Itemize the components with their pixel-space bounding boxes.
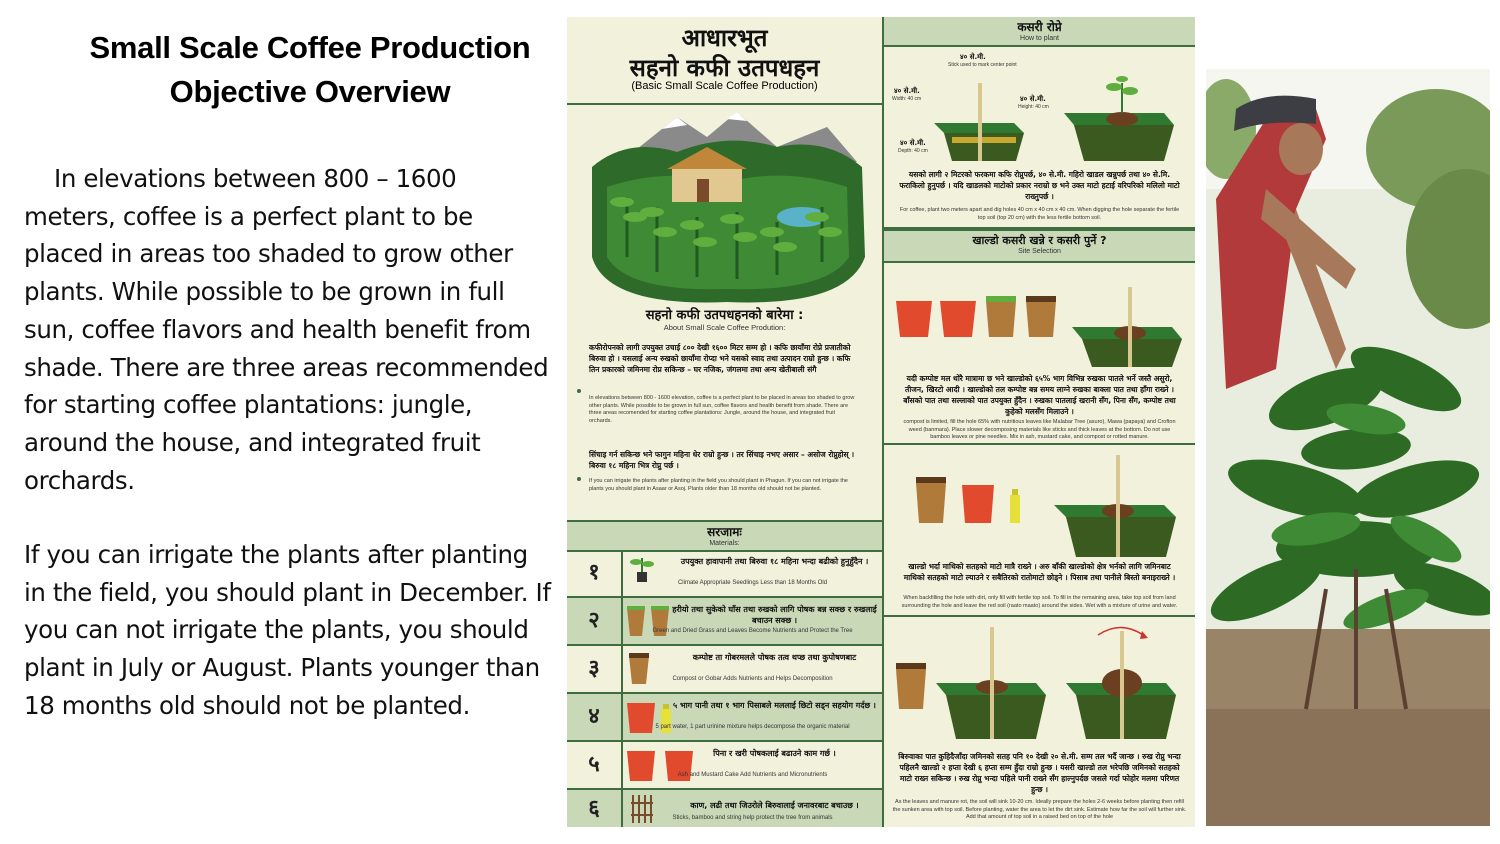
bullet	[577, 477, 581, 481]
width-label-np: ४० से.मी.	[894, 87, 920, 95]
materials-heading-np: सरजामः	[707, 525, 742, 539]
material-row-4	[567, 694, 882, 742]
slide-title-line2: Objective Overview	[169, 74, 451, 109]
about-body-en: In elevations between 800 - 1600 elevation, coffee is a perfect plant to be placed in areas too shaded to grow other plants. While possible to be grown in full sun, coffee flavors and health benefit from shade. There are three areas recomended for starting coffee plantations: Jungle, around the house, and integrated fruit orchards.	[589, 395, 855, 424]
divider	[567, 103, 882, 105]
materials-heading-en: Materials:	[709, 540, 740, 547]
paragraph-irrigation: If you can irrigate the plants after planting in the field, you should plant in December. If you can not irrigate the plants, you should plant in July or August. Plants younger than 18 months old should not be planted.	[24, 540, 551, 720]
site-heading-np: खाल्डो कसरी खन्ने र कसरी पुर्ने ?	[972, 234, 1107, 247]
depth-label-np: ४० से.मी.	[900, 139, 926, 147]
material-number: १	[567, 550, 623, 596]
material-en: Climate Appropriate Seedlings Less than 18 Months Old	[677, 580, 828, 586]
material-np: पिना र खरी पोषकलाई बढाउने काम गर्छ ।	[713, 749, 836, 758]
stick-label-np: ४० से.मी.	[960, 53, 986, 61]
material-np: ५ भाग पानी तथा १ भाग पिसाबले मललाई छिटो सड्न सहयोग गर्दछ ।	[673, 701, 876, 710]
material-row-6	[567, 790, 882, 827]
material-np: हरीयो तथा सुकेको घाँस तथा रुखको लागि पोषक बन्न सक्छ र रुखलाई बचाउन सक्छ ।	[672, 605, 877, 625]
backfill-body-np: खाल्डो भर्दा माथिको सतहको माटो मात्रै राख्ने । अरु बाँकी खाल्डोको क्षेत्र भर्नको लागि जमिनबाट माथिको सतहको माटो ल्याउने र सबैतिरको रातोमाटो छोड्ने । पिसाब तथा पानीले बिस्तो बनाइराख्ने ।	[903, 562, 1176, 582]
irrigate-np: सिंचाइ गर्न सकिन्छ भने फागुन महिना धेर राम्रो हुन्छ । तर सिंचाइ नभए असार – असोज रोप्नुहोस् । बिरुवा १८ महिना भित्र रोप्नु पर्छ ।	[589, 450, 855, 470]
height-label-en: Height: 40 cm	[1018, 104, 1049, 110]
backfill-body-en: When backfilling the hole with dirt, only fill with fertile top soil. To fill in the remaining area, take top soil from land surrounding the hole and leave the red soil (raato maato) around the sides. Wet with a mixture of urine and water.	[901, 595, 1178, 609]
backfill-diagram	[914, 455, 1184, 560]
slide-title-line1: Small Scale Coffee Production	[89, 30, 531, 65]
material-row-5	[567, 742, 882, 790]
paragraph-elevation: In elevations between 800 – 1600 meters, coffee is a perfect plant to be placed in areas too shaded to grow other plants. While possible to be grown in full sun, coffee flavors and health benefit from shade. There are three areas recommended for starting coffee plantations: jungle, around the house, and integrated fruit orchards.	[24, 164, 549, 495]
how-heading-np: कसरी रोप्ने	[1017, 20, 1062, 34]
sink-body-en: As the leaves and manure rot, the soil will sink 10-20 cm. Ideally prepare the holes 2-6 weeks before planting then refill the sunken area with top soil. Before planting, water the area to let the dirt sink. Estimate how far the soil will further sink. Add that amount of top soil in a raised bed on top of the hole	[892, 799, 1187, 820]
coffee-poster	[567, 17, 1195, 827]
about-body-np: कफीरोपनको लागी उपयुक्त उचाई ८०० देखी १६०० मिटर सम्म हो । कफि छायाँमा रोप्ने प्रजातीको बिरुवा हो । यसलाई अन्य रुखको छायाँमा रोप्दा भने यसको स्वाद तथा उत्पादन राम्रो हुन्छ । कफि तिन प्रकारको जमिनमा रोप्न सकिन्छ – घर नजिक, जंगलमा तथा अन्य खेतीबाली संगै	[589, 343, 851, 374]
material-row-3	[567, 646, 882, 694]
soil-sink-diagram	[892, 623, 1192, 743]
poster-title-np-2: सहनो कफी उतपधहन	[629, 54, 820, 82]
materials-header	[567, 520, 882, 552]
compost-diagram	[892, 287, 1187, 367]
width-label-en: Width: 40 cm	[892, 96, 922, 102]
poster-right-column	[884, 17, 1195, 827]
site-selection-header	[884, 229, 1195, 263]
soil-sink-section	[884, 617, 1195, 827]
material-en: Compost or Gobar Adds Nutrients and Helps Decomposition	[672, 676, 833, 682]
sink-body-np: बिरुवाका पात कुहिदैजाँदा जमिनको सतह पनि १० देखी २० से.मी. सम्म तल भर्दै जान्छ । रुख रोप्नु भन्दा पहिलनै खाल्डो २ हप्ता देखी ६ हप्ता सम्म हुँदा राम्रो हुन्छ । यसरी खाल्डो तल भरेपछि जमिनको सतहको माटो राख्न सकिन्छ । रुख रोप्नु भन्दा पहिले पानी राख्ने सँग हाल्नुपर्दछ जसले गर्दा फोहोर मलमा परिणत हुन्छ ।	[898, 752, 1181, 794]
irrigate-en: If you can irrigate the plants after planting in the field you should plant in Phagun. If you can not irrigate the plants you should plant in Asaar or Asoj. Plants older than 18 months old should not be planted.	[589, 478, 848, 492]
how-heading-en: How to plant	[1020, 35, 1059, 42]
hole-diagram	[924, 73, 1174, 163]
how-body-np: यसको लागी २ मिटरको फरकमा कफि रोप्नुपर्छ, ४० से.मी. गहिरो खाडल खन्नुपर्छ तथा ४० से.मि. फराकिलो हुनुपर्छ । यदि खाडलको माटोको प्रकार नराम्रो छ भने उक्त माटो हटाई वरिपरिको मलिलो माटो राख्नुपर्छ ।	[899, 170, 1180, 201]
farm-illustration	[587, 107, 867, 307]
material-row-1	[567, 550, 882, 598]
site-body-np: यदी कम्पोष्ट मल थोरै मात्रामा छ भने खाल्डोको ६५% भाग विभिन्न रुखका पातले भर्ने जस्तै असुरो, तीजन, खिरटो आदी । खाल्डोको तल कम्पोष्ट बन्न समय लाग्ने रुखका बाक्ला पात तथा हाँगा राख्ने । बाँसको पात तथा सल्लाको पात उपयुक्त हुँदैन । रुखका पातलाई खरानी सँग, पिना सँग, कम्पोष्ट तथा कुहेको मलसँग मिलाउने ।	[903, 374, 1176, 416]
material-en: Green and Dried Grass and Leaves Become Nutrients and Protect the Tree	[652, 628, 853, 634]
depth-label-en: Depth: 40 cm	[898, 148, 928, 154]
material-row-2	[567, 598, 882, 646]
material-np: कम्पोष्ट ता गोबरमलले पोषक तत्व थप्छ तथा कुपोषणबाट	[692, 653, 857, 662]
site-body-en: compost is limited, fill the hole 65% with nutritious leaves like Malabar Tree (asuro), Mawa (papaya) and Crofton weed (banmara). Place slower decomposing materials like sticks and thick leaves at the bottom. Do not use bamboo leaves or pine needles. Mix in ash, mustard cake, and compost or rotted manure.	[903, 419, 1176, 440]
bullet	[577, 389, 581, 393]
poster-title-np-1: आधारभूत	[681, 24, 768, 52]
about-heading-en: About Small Scale Coffee Prodution:	[663, 323, 786, 332]
poster-left-column	[567, 17, 884, 827]
about-heading-np: सहनो कफी उतपधहनको बारेमा :	[645, 308, 804, 323]
material-en: 5 part water, 1 part urinine mixture helps decompose the organic material	[655, 724, 850, 730]
material-number: ६	[567, 790, 623, 827]
material-np: काण, लढी तथा जिउरोले बिरुवालाई जनावरबाट बचाउछ ।	[690, 801, 859, 810]
material-number: ४	[567, 694, 623, 740]
site-selection-section	[884, 261, 1195, 445]
material-np: उपयुक्त हावापानी तथा बिरुवा १८ महिना भन्दा बढीको हुनुहुँदैन ।	[680, 557, 869, 566]
site-heading-en: Site Selection	[1018, 248, 1061, 255]
stick-label-en: Stick used to mark center point	[948, 62, 1017, 68]
material-en: Sticks, bamboo and string help protect the tree from animals	[672, 815, 833, 821]
backfill-section	[884, 445, 1195, 617]
how-body-en: For coffee, plant two meters apart and dig holes 40 cm x 40 cm x 40 cm. When digging the hole separate the fertile top soil (top 20 cm) with the less fertile bottom soil.	[899, 207, 1180, 221]
how-to-plant-section	[884, 47, 1195, 229]
height-label-np: ४० से.मी.	[1020, 95, 1046, 103]
material-number: ५	[567, 742, 623, 788]
material-en: Ash and Mustard Cake Add Nutrients and Micronutrients	[677, 772, 828, 778]
farmer-coffee-photo	[1206, 69, 1490, 826]
material-number: २	[567, 598, 623, 644]
poster-title-en: (Basic Small Scale Coffee Production)	[631, 80, 818, 92]
material-number: ३	[567, 646, 623, 692]
how-to-plant-header	[884, 17, 1195, 47]
slide-title	[60, 26, 560, 114]
